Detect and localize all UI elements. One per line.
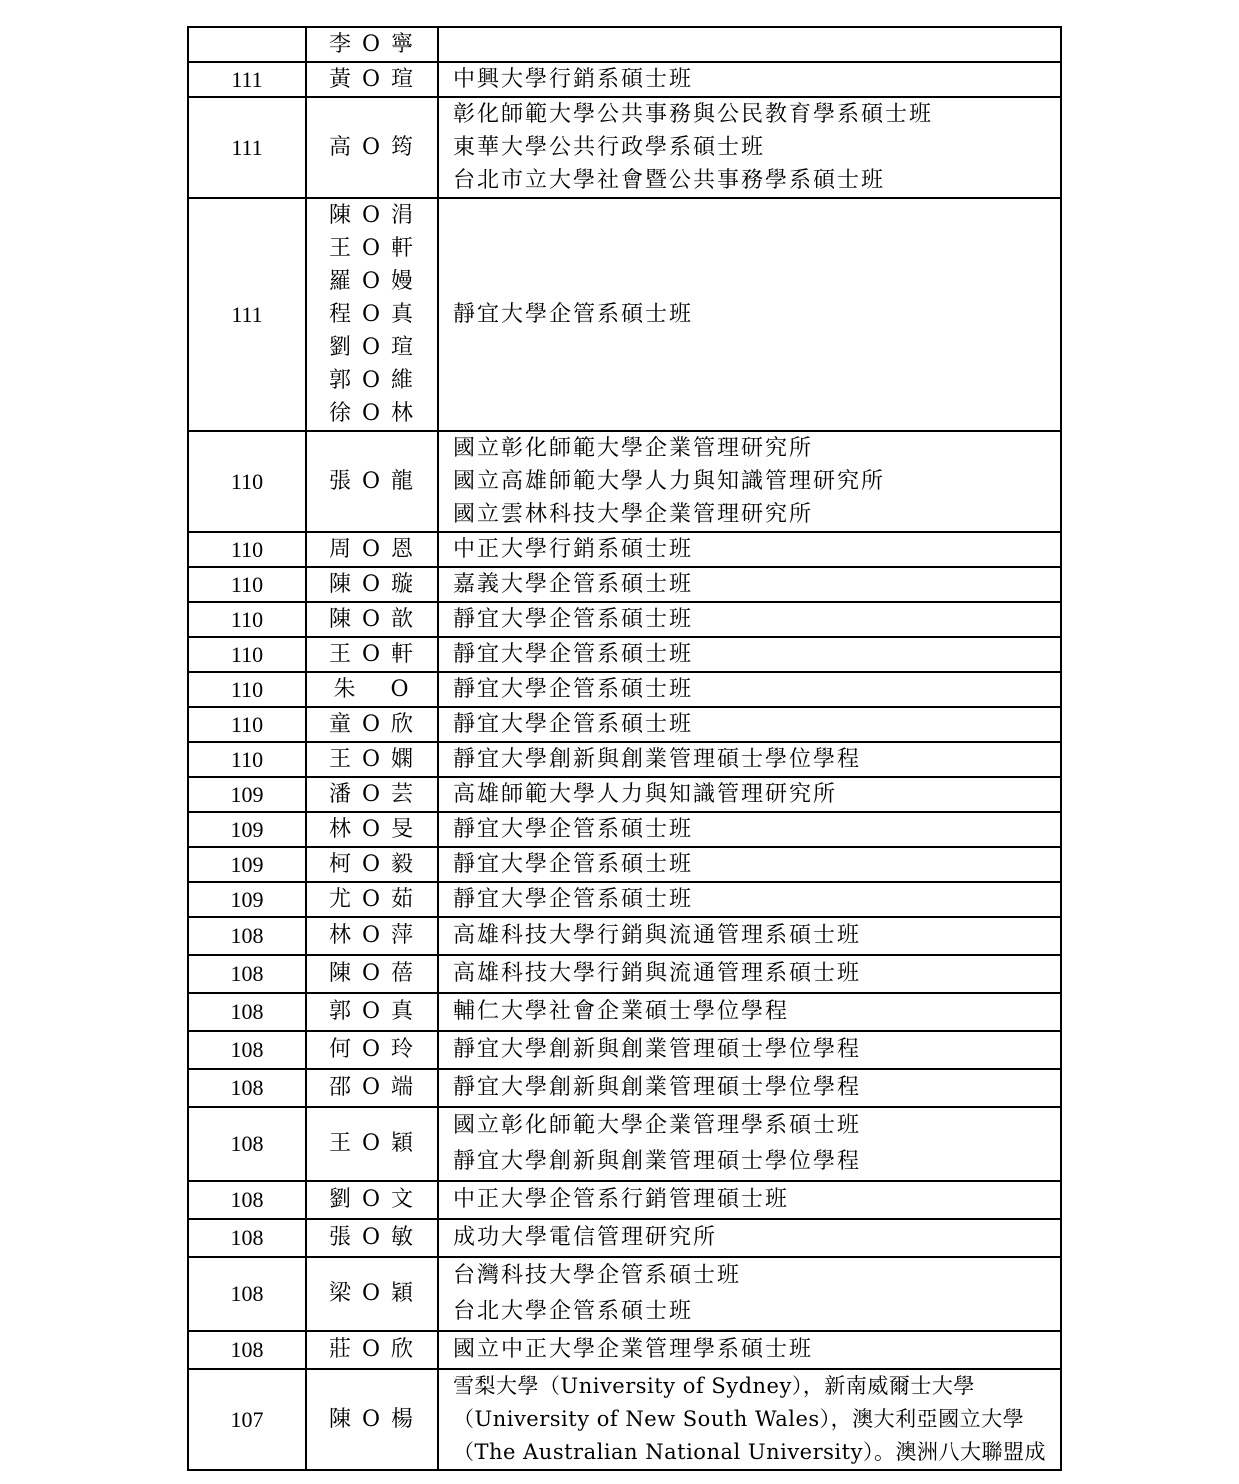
school-cell (438, 707, 1061, 742)
admissions-table (187, 26, 1062, 1471)
admitted-program: 中正大學行銷系碩士班 (453, 537, 694, 562)
admitted-program: 國立雲林科技大學企業管理研究所 (453, 502, 814, 527)
name-cell (306, 1219, 438, 1257)
student-name: 莊 O 欣 (328, 1337, 416, 1362)
year-cell: 109 (188, 812, 306, 847)
admitted-program: 靜宜大學企管系碩士班 (453, 677, 694, 702)
table-row (188, 1181, 1061, 1219)
admitted-program: 高雄科技大學行銷與流通管理系碩士班 (453, 961, 862, 986)
admitted-program: 靜宜大學企管系碩士班 (453, 887, 694, 912)
table-row (188, 812, 1061, 847)
name-cell (306, 847, 438, 882)
student-name: 張 O 敏 (328, 1225, 416, 1250)
year-cell: 110 (188, 602, 306, 637)
admitted-program: 成功大學電信管理研究所 (453, 1225, 718, 1250)
year-cell: 109 (188, 777, 306, 812)
table-row (188, 1257, 1061, 1331)
year-cell: 110 (188, 567, 306, 602)
student-name: 李 O 寧 (328, 32, 416, 57)
admitted-program: 東華大學公共行政學系碩士班 (453, 135, 766, 160)
school-cell (438, 97, 1061, 198)
admitted-program: 台灣科技大學企管系碩士班 (453, 1263, 742, 1288)
admitted-program: 靜宜大學創新與創業管理碩士學位學程 (453, 1149, 862, 1174)
table-row (188, 637, 1061, 672)
table-row (188, 198, 1061, 431)
student-name: 張 O 龍 (328, 469, 416, 494)
name-cell (306, 602, 438, 637)
student-name: 王 O 軒 (328, 642, 416, 667)
year-cell: 108 (188, 1069, 306, 1107)
table-row (188, 1107, 1061, 1181)
year-cell: 110 (188, 532, 306, 567)
school-cell (438, 27, 1061, 62)
admitted-program: 靜宜大學創新與創業管理碩士學位學程 (453, 1037, 862, 1062)
admitted-program: 靜宜大學企管系碩士班 (453, 712, 694, 737)
table-row (188, 993, 1061, 1031)
admitted-program: 國立高雄師範大學人力與知識管理研究所 (453, 469, 886, 494)
year-cell: 110 (188, 431, 306, 532)
table-row (188, 1219, 1061, 1257)
table-row (188, 532, 1061, 567)
table-row (188, 1331, 1061, 1369)
admitted-program: 靜宜大學創新與創業管理碩士學位學程 (453, 1075, 862, 1100)
name-cell (306, 27, 438, 62)
year-cell: 109 (188, 882, 306, 917)
student-name: 徐 O 林 (328, 401, 416, 426)
admitted-program: 台北大學企管系碩士班 (453, 1299, 694, 1324)
school-cell (438, 777, 1061, 812)
school-cell (438, 1031, 1061, 1069)
student-name: 郭 O 維 (328, 368, 416, 393)
name-cell (306, 917, 438, 955)
admitted-program (453, 28, 1050, 61)
year-cell: 110 (188, 707, 306, 742)
student-name: 潘 O 芸 (328, 782, 416, 807)
name-cell (306, 707, 438, 742)
student-name: 朱 O (333, 677, 411, 702)
year-cell: 108 (188, 993, 306, 1031)
student-name: 王 O 穎 (328, 1131, 416, 1156)
admitted-program: 高雄科技大學行銷與流通管理系碩士班 (453, 923, 862, 948)
admitted-program: （University of New South Wales），澳大利亞國立大學 (453, 1407, 1025, 1431)
student-name: 王 O 嫻 (328, 747, 416, 772)
year-cell: 110 (188, 672, 306, 707)
school-cell (438, 637, 1061, 672)
admitted-program: 雪梨大學（University of Sydney），新南威爾士大學 (453, 1374, 975, 1398)
school-cell (438, 62, 1061, 97)
student-name: 劉 O 文 (328, 1187, 416, 1212)
name-cell (306, 882, 438, 917)
school-cell (438, 847, 1061, 882)
name-cell (306, 1107, 438, 1181)
admitted-program: 國立彰化師範大學企業管理學系碩士班 (453, 1113, 862, 1138)
student-name: 高 O 筠 (328, 135, 416, 160)
name-cell (306, 97, 438, 198)
name-cell (306, 431, 438, 532)
admissions-table-body (188, 27, 1061, 1470)
name-cell (306, 1257, 438, 1331)
year-cell (188, 27, 306, 62)
student-name: 王 O 軒 (328, 236, 416, 261)
school-cell (438, 1181, 1061, 1219)
school-cell (438, 1257, 1061, 1331)
name-cell (306, 1069, 438, 1107)
year-cell: 108 (188, 1181, 306, 1219)
table-row (188, 707, 1061, 742)
table-row (188, 917, 1061, 955)
school-cell (438, 955, 1061, 993)
school-cell (438, 917, 1061, 955)
name-cell (306, 672, 438, 707)
school-cell (438, 812, 1061, 847)
table-row (188, 847, 1061, 882)
name-cell (306, 637, 438, 672)
name-cell (306, 993, 438, 1031)
name-cell (306, 1031, 438, 1069)
table-row (188, 1031, 1061, 1069)
school-cell (438, 1369, 1061, 1470)
table-row (188, 62, 1061, 97)
admitted-program: 輔仁大學社會企業碩士學位學程 (453, 999, 790, 1024)
student-name: 郭 O 真 (328, 999, 416, 1024)
year-cell: 108 (188, 1031, 306, 1069)
student-name: 童 O 欣 (328, 712, 416, 737)
school-cell (438, 602, 1061, 637)
admitted-program: 彰化師範大學公共事務與公民教育學系碩士班 (453, 102, 934, 127)
table-row (188, 742, 1061, 777)
student-name: 陳 O 楊 (328, 1407, 416, 1432)
table-row (188, 1069, 1061, 1107)
year-cell: 107 (188, 1369, 306, 1470)
student-name: 周 O 恩 (328, 537, 416, 562)
year-cell: 108 (188, 1257, 306, 1331)
admitted-program: （The Australian National University）。澳洲八大聯盟成 (453, 1440, 1046, 1464)
school-cell (438, 198, 1061, 431)
school-cell (438, 1331, 1061, 1369)
student-name: 黃 O 瑄 (328, 67, 416, 92)
name-cell (306, 198, 438, 431)
school-cell (438, 532, 1061, 567)
admitted-program: 靜宜大學企管系碩士班 (453, 817, 694, 842)
admitted-program: 台北市立大學社會暨公共事務學系碩士班 (453, 168, 886, 193)
admitted-program: 靜宜大學企管系碩士班 (453, 852, 694, 877)
table-row (188, 672, 1061, 707)
name-cell (306, 812, 438, 847)
name-cell (306, 1331, 438, 1369)
school-cell (438, 1107, 1061, 1181)
school-cell (438, 672, 1061, 707)
year-cell: 108 (188, 1107, 306, 1181)
year-cell: 108 (188, 917, 306, 955)
admitted-program: 中興大學行銷系碩士班 (453, 67, 694, 92)
table-row (188, 955, 1061, 993)
school-cell (438, 1069, 1061, 1107)
table-row (188, 602, 1061, 637)
admitted-program: 靜宜大學企管系碩士班 (453, 302, 694, 327)
table-row (188, 882, 1061, 917)
student-name: 羅 O 嫚 (328, 269, 416, 294)
student-name: 何 O 玲 (328, 1037, 416, 1062)
year-cell: 110 (188, 637, 306, 672)
student-name: 邵 O 端 (328, 1075, 416, 1100)
admitted-program: 國立中正大學企業管理學系碩士班 (453, 1337, 814, 1362)
student-name: 陳 O 歆 (328, 607, 416, 632)
school-cell (438, 1219, 1061, 1257)
table-row (188, 431, 1061, 532)
name-cell (306, 532, 438, 567)
admitted-program: 靜宜大學創新與創業管理碩士學位學程 (453, 747, 862, 772)
school-cell (438, 882, 1061, 917)
table-row (188, 97, 1061, 198)
year-cell: 111 (188, 97, 306, 198)
school-cell (438, 567, 1061, 602)
school-cell (438, 742, 1061, 777)
table-row (188, 1369, 1061, 1470)
admitted-program: 靜宜大學企管系碩士班 (453, 607, 694, 632)
table-row (188, 27, 1061, 62)
year-cell: 108 (188, 955, 306, 993)
student-name: 林 O 萍 (328, 923, 416, 948)
student-name: 陳 O 蓓 (328, 961, 416, 986)
name-cell (306, 62, 438, 97)
student-name: 陳 O 璇 (328, 572, 416, 597)
student-name: 程 O 真 (328, 302, 416, 327)
table-row (188, 777, 1061, 812)
student-name: 劉 O 瑄 (328, 335, 416, 360)
name-cell (306, 742, 438, 777)
admitted-program: 高雄師範大學人力與知識管理研究所 (453, 782, 838, 807)
name-cell (306, 955, 438, 993)
table-row (188, 567, 1061, 602)
year-cell: 108 (188, 1331, 306, 1369)
school-cell (438, 993, 1061, 1031)
name-cell (306, 777, 438, 812)
student-name: 林 O 旻 (328, 817, 416, 842)
year-cell: 111 (188, 198, 306, 431)
admitted-program: 靜宜大學企管系碩士班 (453, 642, 694, 667)
student-name: 柯 O 毅 (328, 852, 416, 877)
student-name: 尤 O 茹 (328, 887, 416, 912)
school-cell (438, 431, 1061, 532)
year-cell: 109 (188, 847, 306, 882)
year-cell: 111 (188, 62, 306, 97)
admitted-program: 中正大學企管系行銷管理碩士班 (453, 1187, 790, 1212)
name-cell (306, 1181, 438, 1219)
student-name: 梁 O 穎 (328, 1281, 416, 1306)
student-name: 陳 O 涓 (328, 203, 416, 228)
year-cell: 110 (188, 742, 306, 777)
admitted-program: 嘉義大學企管系碩士班 (453, 572, 694, 597)
name-cell (306, 1369, 438, 1470)
name-cell (306, 567, 438, 602)
year-cell: 108 (188, 1219, 306, 1257)
admitted-program: 國立彰化師範大學企業管理研究所 (453, 436, 814, 461)
